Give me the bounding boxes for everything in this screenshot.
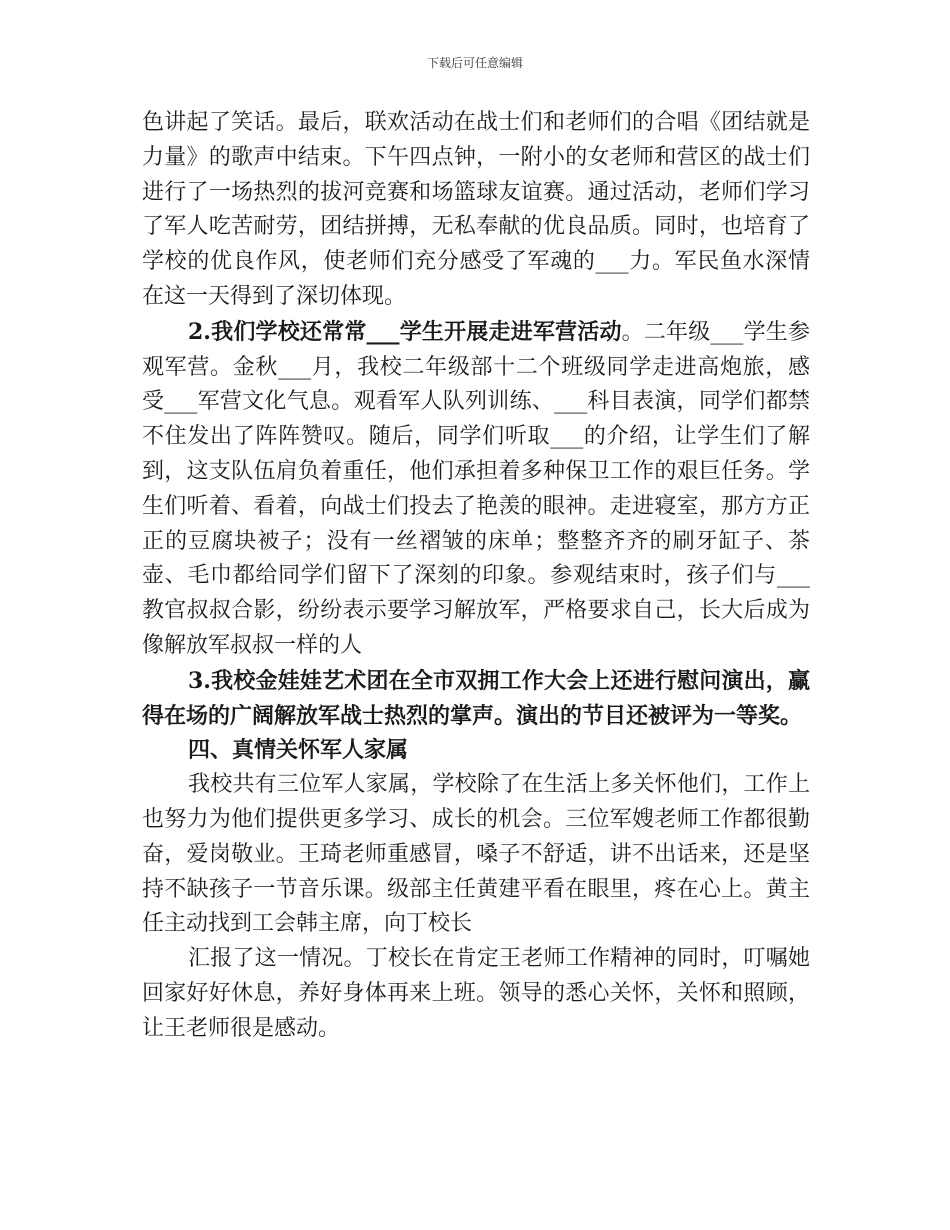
paragraph-3: 3.我校金娃娃艺术团在全市双拥工作大会上还进行慰问演出，赢得在场的广阔解放军战士热烈的掌声。演出的节目还被评为一等奖。 [142, 667, 810, 729]
paragraph-1: 色讲起了笑话。最后，联欢活动在战士们和老师们的合唱《团结就是力量》的歌声中结束。下午四点钟，一附小的女老师和营区的战士们进行了一场热烈的拔河竞赛和场篮球友谊赛。通过活动，老师们学习了军人吃苦耐劳，团结拼搏，无私奉献的优良品质。同时，也培育了学校的优良作风，使老师们充分感受了军魂的___力。军民鱼水深情在这一天得到了深切体现。 [142, 110, 810, 309]
paragraph-5: 汇报了这一情况。丁校长在肯定王老师工作精神的同时，叮嘱她回家好好休息，养好身体再来上班。领导的悉心关怀，关怀和照顾，让王老师很是感动。 [142, 946, 810, 1041]
paragraph-2-lead: 2.我们学校还常常___学生开展走进军营活动 [188, 318, 622, 345]
paragraph-4: 我校共有三位军人家属，学校除了在生活上多关怀他们，工作上也努力为他们提供更多学习、成长的机会。三位军嫂老师工作都很勤奋，爱岗敬业。王琦老师重感冒，嗓子不舒适，讲不出话来，还是坚持不缺孩子一节音乐课。级部主任黄建平看在眼里，疼在心上。黄主任主动找到工会韩主席，向丁校长 [142, 772, 810, 937]
page-header: 下载后可任意编辑 [426, 56, 523, 70]
section-heading: 四、真情关怀军人家属 [188, 737, 409, 764]
document-body [142, 106, 810, 1047]
paragraph-2 [142, 315, 810, 664]
paragraph-2-text: 。二年级___学生参观军营。金秋___月，我校二年级部十二个班级同学走进高炮旅，感受___军营文化气息。观看军人队列训练、___科目表演，同学们都禁不住发出了阵阵赞叹。随后，同学们听取___的介绍，让学生们了解到，这支队伍肩负着重任，他们承担着多种保卫工作的艰巨任务。学生们听着、看着，向战士们投去了艳羡的眼神。走进寝室，那方方正正的豆腐块被子；没有一丝褶皱的床单；整整齐齐的刷牙缸子、茶壶、毛巾都给同学们留下了深刻的印象。参观结束时，孩子们与___教官叔叔合影，纷纷表示要学习解放军，严格要求自己，长大后成为像解放军叔叔一样的人 [142, 319, 810, 658]
